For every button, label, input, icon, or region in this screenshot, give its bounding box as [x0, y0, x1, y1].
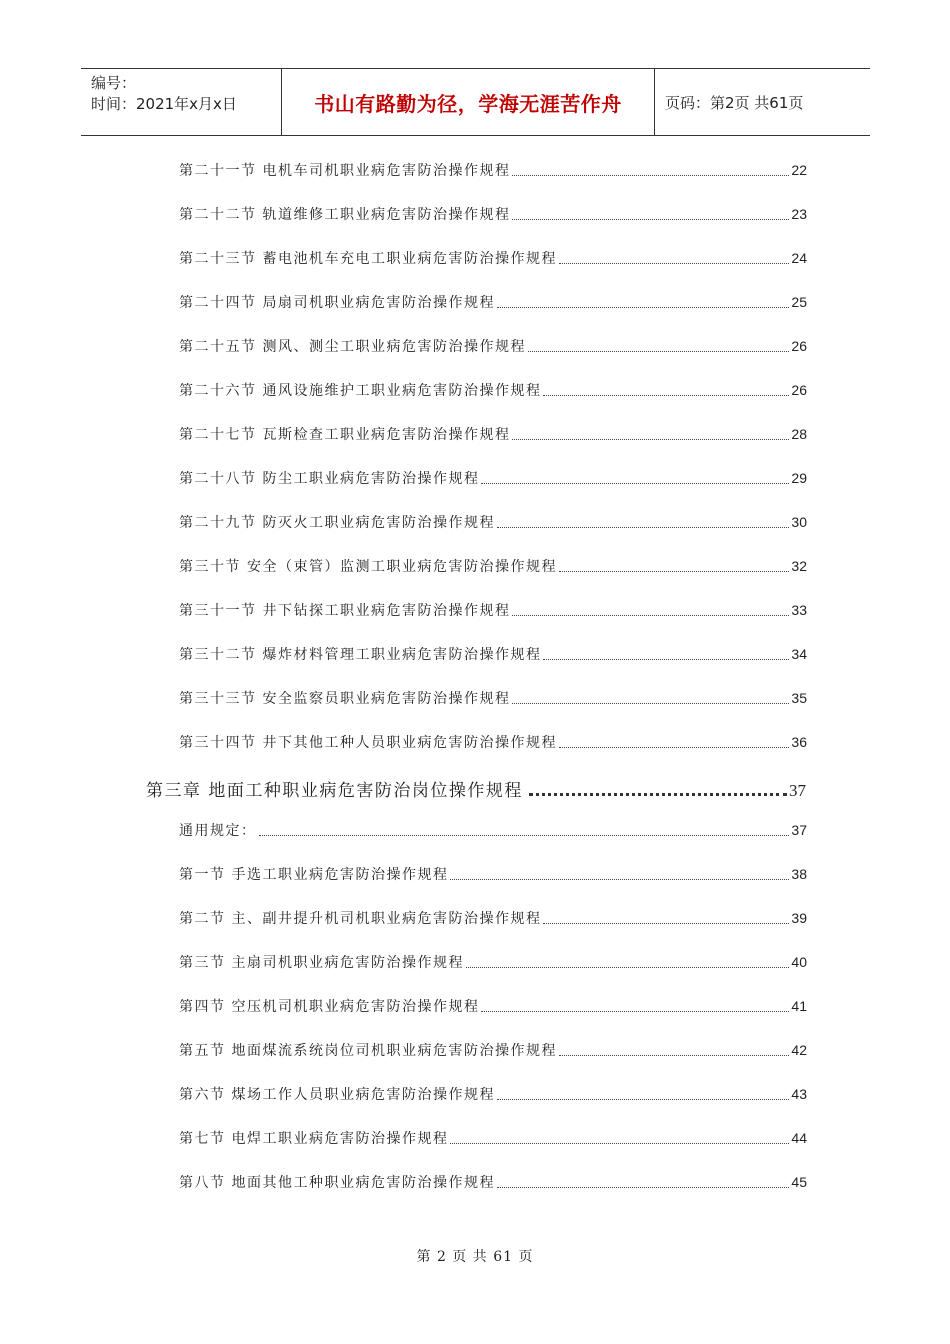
page-footer: 第 2 页 共 61 页	[416, 1249, 534, 1265]
header-meta-cell	[81, 69, 282, 135]
toc-entry-page: 41	[791, 998, 807, 1014]
toc-entry-page: 44	[791, 1130, 807, 1146]
toc-chapter-entry[interactable]	[146, 776, 806, 801]
toc-leader-dots	[543, 659, 789, 660]
toc-entry-title: 第二十五节 测风、测尘工职业病危害防治操作规程	[179, 339, 526, 355]
toc-leader-dots	[512, 175, 789, 176]
toc-entry[interactable]	[179, 1172, 807, 1192]
toc-entry-page: 24	[791, 250, 807, 266]
toc-entry-title: 第二十四节 局扇司机职业病危害防治操作规程	[179, 295, 495, 311]
toc-entry[interactable]	[179, 512, 807, 532]
toc-entry-page: 40	[791, 954, 807, 970]
toc-leader-dots	[559, 263, 789, 264]
toc-entry-page: 23	[791, 206, 807, 222]
toc-leader-dots	[543, 923, 789, 924]
toc-leader-dots	[497, 307, 789, 308]
toc-entry-page: 26	[791, 338, 807, 354]
header-motto: 书山有路勤为径，学海无涯苦作舟	[282, 69, 655, 135]
toc-entry-title: 第二十九节 防灭火工职业病危害防治操作规程	[179, 515, 495, 531]
toc-leader-dots	[450, 879, 789, 880]
toc-entry-page: 43	[791, 1086, 807, 1102]
toc-leader-dots	[497, 1099, 789, 1100]
toc-leader-dots	[559, 571, 789, 572]
toc-entry-title: 第三十三节 安全监察员职业病危害防治操作规程	[179, 691, 511, 707]
toc-leader-dots	[481, 1011, 789, 1012]
toc-entry-page: 38	[791, 866, 807, 882]
toc-entry[interactable]	[179, 600, 807, 620]
toc-entry-title: 第四节 空压机司机职业病危害防治操作规程	[179, 999, 480, 1015]
toc-entry-title: 第二十六节 通风设施维护工职业病危害防治操作规程	[179, 383, 542, 399]
toc-entry-page: 45	[791, 1174, 807, 1190]
toc-entry-title: 第二十二节 轨道维修工职业病危害防治操作规程	[179, 207, 511, 223]
toc-leader-dots	[259, 835, 790, 836]
toc-entry-page: 22	[791, 162, 807, 178]
toc-entry[interactable]	[179, 1040, 807, 1060]
toc-entry[interactable]	[179, 1128, 807, 1148]
toc-entry-page: 28	[791, 426, 807, 442]
toc-leader-dots	[481, 483, 789, 484]
toc-entry[interactable]	[179, 336, 807, 356]
toc-leader-dots	[528, 351, 789, 352]
document-number-label: 编号：	[91, 74, 137, 92]
toc-leader-dots	[512, 615, 789, 616]
toc-entry-page: 37	[791, 822, 807, 838]
toc-entry-page: 26	[791, 382, 807, 398]
toc-entry-page: 33	[791, 602, 807, 618]
toc-leader-dots	[466, 967, 789, 968]
toc-entry[interactable]	[179, 468, 807, 488]
toc-entry-title: 第八节 地面其他工种职业病危害防治操作规程	[179, 1175, 495, 1191]
toc-entry[interactable]	[179, 248, 807, 268]
toc-entry[interactable]	[179, 424, 807, 444]
toc-entry-page: 42	[791, 1042, 807, 1058]
toc-entry-title: 第三十四节 井下其他工种人员职业病危害防治操作规程	[179, 735, 557, 751]
toc-leader-dots	[543, 395, 789, 396]
toc-leader-dots	[559, 1055, 789, 1056]
toc-entry-title: 第二十三节 蓄电池机车充电工职业病危害防治操作规程	[179, 251, 557, 267]
toc-entry-title: 第二十七节 瓦斯检查工职业病危害防治操作规程	[179, 427, 511, 443]
toc-entry-title: 第六节 煤场工作人员职业病危害防治操作规程	[179, 1087, 495, 1103]
toc-leader-dots	[529, 793, 787, 796]
toc-entry-page: 36	[791, 734, 807, 750]
toc-entry-page: 37	[789, 781, 806, 800]
toc-entry-page: 25	[791, 294, 807, 310]
toc-entry[interactable]	[179, 864, 807, 884]
toc-entry-title: 第一节 手选工职业病危害防治操作规程	[179, 867, 449, 883]
document-time-label: 时间：2021年x月x日	[91, 95, 237, 113]
toc-entry[interactable]	[179, 204, 807, 224]
document-header	[81, 68, 870, 136]
toc-entry[interactable]	[179, 1084, 807, 1104]
toc-entry-title: 第三十节 安全（束管）监测工职业病危害防治操作规程	[179, 559, 557, 575]
toc-entry-page: 34	[791, 646, 807, 662]
toc-leader-dots	[512, 439, 789, 440]
toc-leader-dots	[512, 703, 789, 704]
toc-entry-page: 35	[791, 690, 807, 706]
toc-leader-dots	[497, 1187, 789, 1188]
toc-entry-title: 第三节 主扇司机职业病危害防治操作规程	[179, 955, 464, 971]
toc-entry-title: 第三十二节 爆炸材料管理工职业病危害防治操作规程	[179, 647, 542, 663]
toc-entry-title: 第五节 地面煤流系统岗位司机职业病危害防治操作规程	[179, 1043, 557, 1059]
toc-entry-title: 第三章 地面工种职业病危害防治岗位操作规程	[146, 781, 523, 801]
toc-entry[interactable]	[179, 688, 807, 708]
toc-entry-title: 第二十八节 防尘工职业病危害防治操作规程	[179, 471, 480, 487]
toc-entry-page: 32	[791, 558, 807, 574]
toc-entry-title: 第七节 电焊工职业病危害防治操作规程	[179, 1131, 449, 1147]
header-page-info: 页码：第2页 共61页	[665, 93, 804, 112]
toc-entry-page: 39	[791, 910, 807, 926]
toc-entry[interactable]	[179, 996, 807, 1016]
toc-entry[interactable]	[179, 644, 807, 664]
toc-entry[interactable]	[179, 292, 807, 312]
toc-entry[interactable]	[179, 732, 807, 752]
toc-entry-title: 通用规定：	[179, 823, 257, 839]
toc-entry-title: 第三十一节 井下钻探工职业病危害防治操作规程	[179, 603, 511, 619]
toc-entry-title: 第二节 主、副井提升机司机职业病危害防治操作规程	[179, 911, 542, 927]
toc-entry[interactable]	[179, 908, 807, 928]
toc-entry-title: 第二十一节 电机车司机职业病危害防治操作规程	[179, 163, 511, 179]
toc-leader-dots	[512, 219, 789, 220]
toc-entry[interactable]	[179, 952, 807, 972]
toc-entry-page: 29	[791, 470, 807, 486]
toc-entry[interactable]	[179, 556, 807, 576]
toc-entry-page: 30	[791, 514, 807, 530]
toc-leader-dots	[497, 527, 789, 528]
toc-leader-dots	[450, 1143, 789, 1144]
toc-entry[interactable]	[179, 380, 807, 400]
toc-entry[interactable]	[179, 820, 807, 840]
toc-entry[interactable]	[179, 160, 807, 180]
toc-leader-dots	[559, 747, 789, 748]
